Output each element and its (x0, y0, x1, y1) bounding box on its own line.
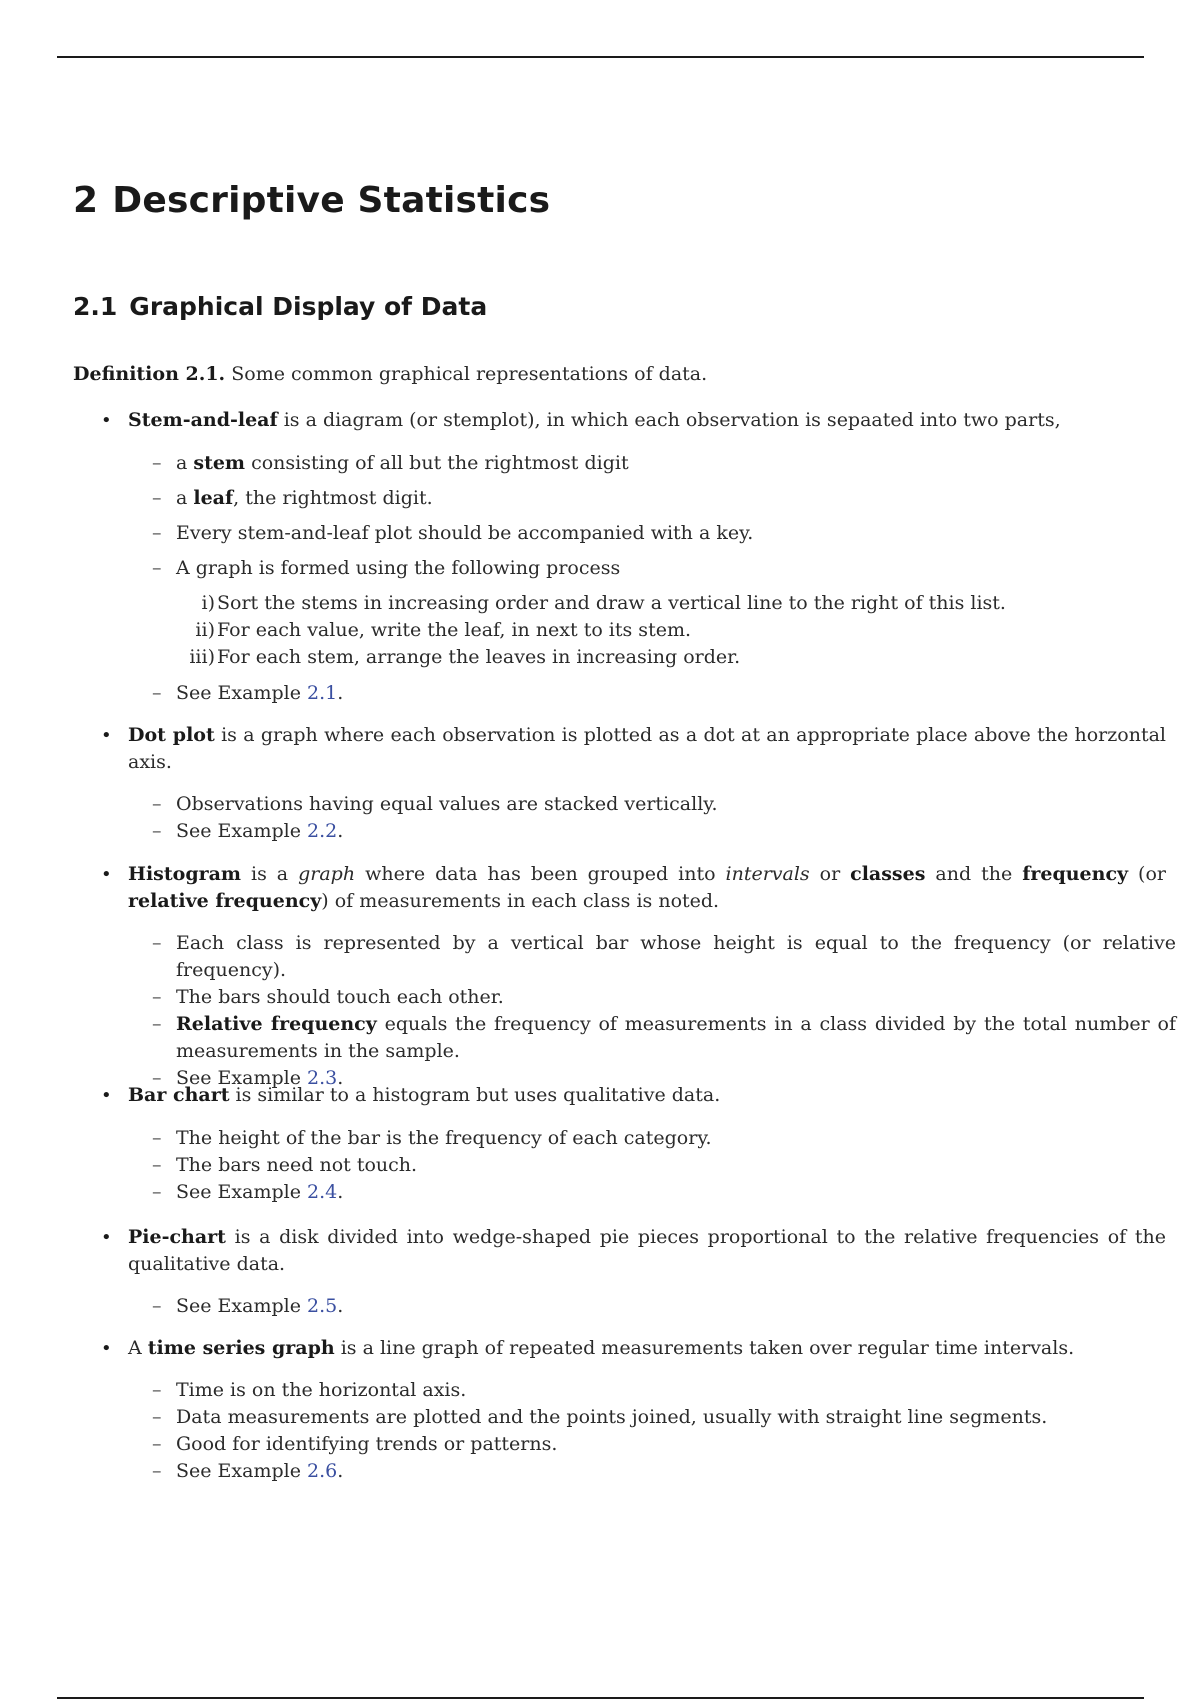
desc-dot-plot: is a graph where each observation is plotted as a dot at an appropriate place above the horzontal axis. (128, 724, 1166, 773)
process-steps (176, 590, 1176, 671)
example-link-2-5[interactable]: 2.5 (307, 1295, 338, 1317)
list-item (152, 485, 1176, 512)
list-item-bar-chart (101, 1082, 1166, 1109)
term-time-series-graph: time series graph (147, 1337, 335, 1359)
term-histogram: Histogram (128, 863, 242, 885)
list-item-time-series (101, 1335, 1166, 1362)
desc-text: (or (1128, 863, 1166, 885)
footer-rule (57, 1697, 1144, 1699)
list-item (152, 791, 1176, 818)
list-item (152, 1152, 1176, 1179)
list-item (152, 1431, 1176, 1458)
desc-text: is a (241, 863, 299, 885)
desc-pie-chart: is a disk divided into wedge-shaped pie pieces proportional to the relative frequencies of the qualitative data. (128, 1226, 1166, 1275)
list-item (152, 1293, 1176, 1320)
header-rule (57, 56, 1144, 58)
term-stem: stem (193, 452, 246, 474)
sub-text: Data measurements are plotted and the points joined, usually with straight line segments. (176, 1406, 1048, 1428)
desc-text: ) of measurements in each class is noted. (321, 890, 720, 912)
bullet-icon: • (101, 410, 112, 431)
emph-intervals: intervals (725, 863, 810, 885)
section-number: 2.1 (73, 292, 118, 321)
step-number: ii) (195, 619, 215, 641)
see-example-text: See Example (176, 1181, 307, 1203)
term-leaf: leaf (193, 487, 234, 509)
term-relative-frequency: Relative frequency (176, 1013, 377, 1035)
sub-text: . (337, 682, 344, 704)
sub-text: Observations having equal values are stacked vertically. (176, 793, 718, 815)
see-example-text: See Example (176, 820, 307, 842)
sublist-histogram (152, 930, 1176, 1092)
example-link-2-3[interactable]: 2.3 (307, 1067, 338, 1089)
section-title (73, 292, 487, 321)
dash-icon: – (152, 986, 162, 1008)
sub-text: The height of the bar is the frequency of each category. (176, 1127, 712, 1149)
dash-icon: – (152, 1379, 162, 1401)
chapter-number: 2 (73, 180, 99, 221)
sub-text: The bars need not touch. (176, 1154, 418, 1176)
dash-icon: – (152, 1295, 162, 1317)
list-item (152, 930, 1176, 984)
list-item (152, 818, 1176, 845)
see-example-row (152, 680, 1176, 707)
term-dot-plot: Dot plot (128, 724, 215, 746)
emph-graph: graph (298, 863, 356, 885)
sub-text: a (176, 487, 194, 509)
sub-text: equals the frequency of measurements in a class divided by the total number of measurements in the sample. (176, 1013, 1176, 1062)
dash-icon: – (152, 932, 162, 954)
dash-icon: – (152, 487, 162, 509)
sublist-time-series (152, 1377, 1176, 1485)
dash-icon: – (152, 1406, 162, 1428)
list-item (152, 555, 1176, 582)
dash-icon: – (152, 522, 162, 544)
sublist-bar-chart (152, 1125, 1176, 1206)
sublist-dot-plot (152, 791, 1176, 845)
term-pie-chart: Pie-chart (128, 1226, 226, 1248)
dash-icon: – (152, 1154, 162, 1176)
term-frequency: frequency (1022, 863, 1129, 885)
dash-icon: – (152, 452, 162, 474)
list-item (152, 1179, 1176, 1206)
sub-text: Time is on the horizontal axis. (176, 1379, 467, 1401)
list-item (152, 984, 1176, 1011)
list-item (152, 1377, 1176, 1404)
sub-text: A graph is formed using the following process (176, 557, 621, 579)
dash-icon: – (152, 682, 162, 704)
list-item-stem-and-leaf (101, 407, 1166, 434)
sublist-pie-chart (152, 1293, 1176, 1320)
example-link-2-4[interactable]: 2.4 (307, 1181, 338, 1203)
sub-text: . (337, 1295, 344, 1317)
section-title-text: Graphical Display of Data (129, 292, 488, 321)
term-classes: classes (850, 863, 926, 885)
sub-text: . (337, 1181, 344, 1203)
see-example-text: See Example (176, 682, 307, 704)
list-item-dot-plot (101, 722, 1166, 776)
desc-bar-chart: is similar to a histogram but uses qualitative data. (229, 1084, 721, 1106)
list-item (152, 680, 1176, 707)
term-relative-frequency: relative frequency (128, 890, 322, 912)
sub-text: consisting of all but the rightmost digit (245, 452, 629, 474)
dash-icon: – (152, 1460, 162, 1482)
sub-text: . (337, 820, 344, 842)
see-example-text: See Example (176, 1295, 307, 1317)
step-text: For each stem, arrange the leaves in increasing order. (217, 646, 741, 668)
see-example-text: See Example (176, 1067, 307, 1089)
desc-text: or (809, 863, 851, 885)
list-item-histogram (101, 861, 1166, 915)
sub-text: Good for identifying trends or patterns. (176, 1433, 558, 1455)
list-item (152, 1404, 1176, 1431)
process-step (176, 590, 1176, 617)
sub-text: Every stem-and-leaf plot should be accompanied with a key. (176, 522, 754, 544)
sub-text: a (176, 452, 194, 474)
desc-time-series: is a line graph of repeated measurements taken over regular time intervals. (334, 1337, 1075, 1359)
dash-icon: – (152, 793, 162, 815)
example-link-2-6[interactable]: 2.6 (307, 1460, 338, 1482)
desc-text: A (128, 1337, 148, 1359)
step-number: iii) (189, 646, 215, 668)
dash-icon: – (152, 1433, 162, 1455)
list-item (152, 1125, 1176, 1152)
example-link-2-1[interactable]: 2.1 (307, 682, 338, 704)
sub-text: , the rightmost digit. (233, 487, 433, 509)
chapter-title (73, 180, 550, 221)
see-example-text: See Example (176, 1460, 307, 1482)
definition-label: Definition 2.1. (73, 363, 226, 385)
desc-text: where data has been grouped into (355, 863, 726, 885)
sub-text: Each class is represented by a vertical bar whose height is equal to the frequency (or relative frequency). (176, 932, 1176, 981)
process-step (176, 644, 1176, 671)
process-step (176, 617, 1176, 644)
dash-icon: – (152, 1013, 162, 1035)
term-stem-and-leaf: Stem-and-leaf (128, 409, 278, 431)
sub-text: . (337, 1460, 344, 1482)
desc-stem-and-leaf: is a diagram (or stemplot), in which each observation is sepaated into two parts, (277, 409, 1061, 431)
dash-icon: – (152, 1067, 162, 1089)
sub-text: . (337, 1067, 344, 1089)
bullet-icon: • (101, 1227, 112, 1248)
bullet-icon: • (101, 864, 112, 885)
term-bar-chart: Bar chart (128, 1084, 230, 1106)
dash-icon: – (152, 557, 162, 579)
desc-text: and the (925, 863, 1023, 885)
dash-icon: – (152, 1181, 162, 1203)
list-item-pie-chart (101, 1224, 1166, 1278)
chapter-title-text: Descriptive Statistics (112, 180, 551, 221)
list-item (152, 520, 1176, 547)
bullet-icon: • (101, 1338, 112, 1359)
step-text: Sort the stems in increasing order and draw a vertical line to the right of this list. (217, 592, 1006, 614)
list-item (152, 1458, 1176, 1485)
definition-text: Some common graphical representations of data. (231, 363, 708, 385)
example-link-2-2[interactable]: 2.2 (307, 820, 338, 842)
bullet-icon: • (101, 1085, 112, 1106)
sublist-stem-and-leaf (152, 450, 1176, 582)
dash-icon: – (152, 820, 162, 842)
list-item (152, 1011, 1176, 1065)
definition (73, 361, 1163, 388)
list-item (152, 450, 1176, 477)
step-number: i) (201, 592, 215, 614)
sub-text: The bars should touch each other. (176, 986, 504, 1008)
dash-icon: – (152, 1127, 162, 1149)
step-text: For each value, write the leaf, in next to its stem. (217, 619, 691, 641)
bullet-icon: • (101, 725, 112, 746)
